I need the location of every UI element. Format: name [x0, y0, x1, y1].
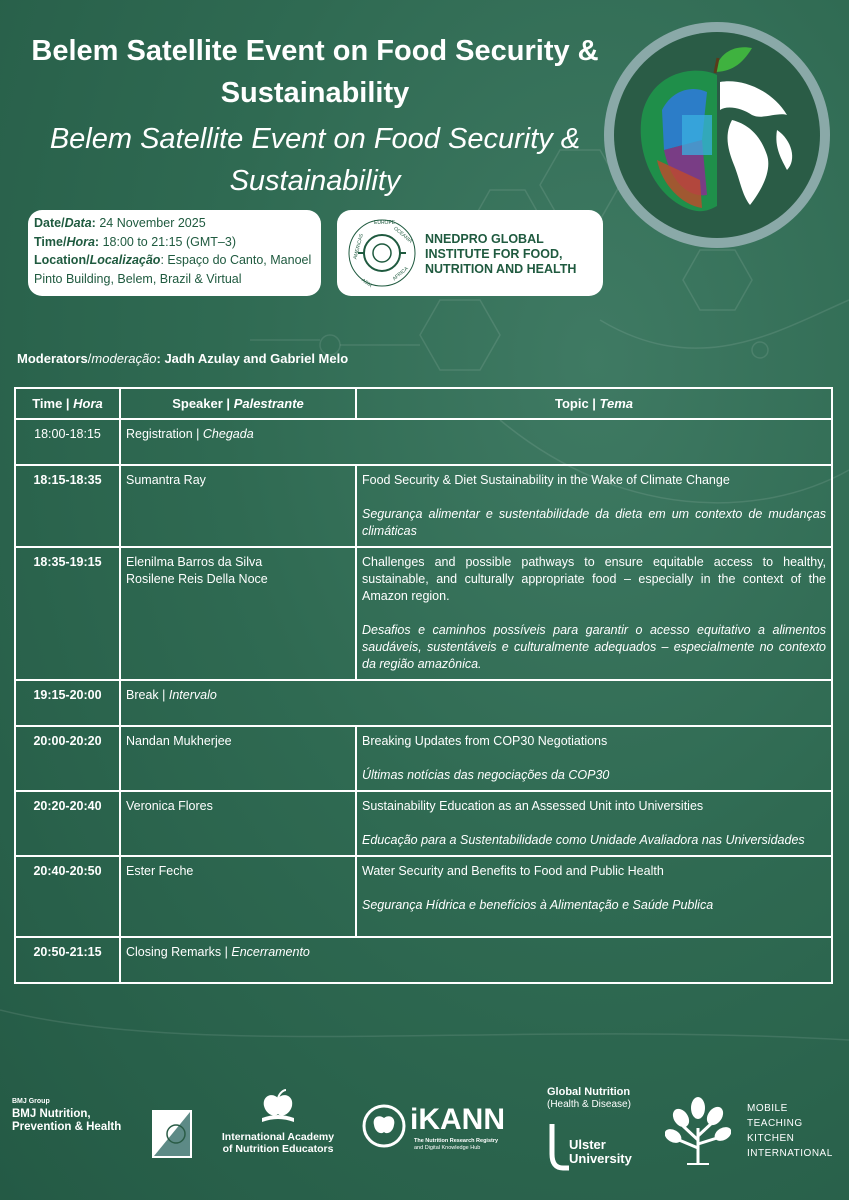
row-activity: Registration | Chegada — [120, 419, 832, 465]
location-value: Espaço do Canto, Manoel Pinto Building, Belem, Brazil & Virtual — [34, 253, 312, 286]
table-header-row — [15, 388, 832, 419]
partner-logos — [0, 1080, 849, 1180]
time-label-pt: Hora — [66, 234, 95, 249]
row-topic — [356, 465, 832, 547]
topic-pt: Segurança Hídrica e benefícios à Alimentação e Saúde Publica — [362, 898, 714, 912]
row-time: 20:00-20:20 — [15, 726, 120, 791]
mtki-line4: INTERNATIONAL — [747, 1148, 833, 1159]
ulster-line1: Ulster — [569, 1137, 606, 1152]
row-speaker: Nandan Mukherjee — [120, 726, 356, 791]
row-speaker: Sumantra Ray — [120, 465, 356, 547]
bmj-logo — [12, 1098, 142, 1134]
table-row — [15, 726, 832, 791]
moderators-label: Moderators — [17, 351, 88, 366]
iane-line2: of Nutrition Educators — [222, 1143, 334, 1155]
topic-en: Challenges and possible pathways to ensure equitable access to healthy, sustainable, and culturally appropriate food – especially in the context of the Amazon region. — [362, 555, 826, 603]
location-label: Location — [34, 253, 87, 267]
seal-word-africa: AFRICA — [391, 265, 410, 283]
row-topic — [356, 791, 832, 856]
header-topic: Topic | Tema — [356, 388, 832, 419]
time-label: Time — [34, 234, 63, 249]
bmj-name-line2: Prevention & Health — [12, 1121, 122, 1133]
row-speaker: Veronica Flores — [120, 791, 356, 856]
apple-globe-logo — [602, 20, 832, 250]
row-time: 20:20-20:40 — [15, 791, 120, 856]
topic-pt: Últimas notícias das negociações da COP30 — [362, 768, 610, 782]
ulster-logo — [547, 1086, 657, 1166]
row-time: 20:50-21:15 — [15, 937, 120, 983]
triangle-emblem-icon — [150, 1108, 194, 1160]
date-label: Date — [34, 216, 62, 230]
table-row — [15, 419, 832, 465]
organizer-logo-box — [337, 210, 603, 296]
iane-logo — [218, 1088, 338, 1155]
table-row — [15, 680, 832, 726]
topic-pt: Desafios e caminhos possíveis para garantir o acesso equitativo a alimentos saudáveis, sustentáveis e culturalmente adequados – especialmente no contexto da região amazônica. — [362, 623, 826, 671]
event-title: Belem Satellite Event on Food Security & Sustainability — [31, 35, 599, 109]
moderators-line: Moderators/moderação: Jadh Azulay and Gabriel Melo — [17, 351, 349, 366]
ikann-name: iKANN — [410, 1103, 505, 1136]
topic-en: Breaking Updates from COP30 Negotiations — [362, 734, 608, 748]
date-label-pt: Data — [64, 216, 92, 230]
seal-word-europe: EUROPE — [374, 220, 396, 226]
row-speaker — [120, 547, 356, 680]
row-time: 20:40-20:50 — [15, 856, 120, 937]
header-speaker: Speaker | Palestrante — [120, 388, 356, 419]
location-label-pt: Localização — [89, 253, 161, 267]
row-time: 18:15-18:35 — [15, 465, 120, 547]
organizer-name: NNEDPRO GLOBAL INSTITUTE FOR FOOD, NUTRITION AND HEALTH — [425, 232, 577, 276]
topic-en: Water Security and Benefits to Food and Public Health — [362, 864, 664, 878]
ikann-apple-icon — [362, 1104, 406, 1148]
nnedpro-seal-icon — [343, 216, 421, 290]
speaker-name: Rosilene Reis Della Noce — [126, 572, 268, 586]
row-topic — [356, 547, 832, 680]
date-line: Date/Data: 24 November 2025 — [34, 216, 206, 230]
header-time: Time | Hora — [15, 388, 120, 419]
row-time: 18:00-18:15 — [15, 419, 120, 465]
moderators-names: Jadh Azulay and Gabriel Melo — [164, 351, 349, 366]
table-row — [15, 465, 832, 547]
tree-icon — [665, 1094, 731, 1166]
seal-word-oceania: OCEANIA — [392, 225, 414, 245]
row-time: 18:35-19:15 — [15, 547, 120, 680]
iane-line1: International Academy — [221, 1131, 335, 1143]
moderators-label-pt: moderação — [91, 351, 157, 366]
row-activity: Closing Remarks | Encerramento — [120, 937, 832, 983]
date-value: 24 November 2025 — [99, 216, 206, 230]
bmj-name-line1: BMJ Nutrition, — [12, 1108, 91, 1120]
mtki-line1: MOBILE — [747, 1103, 788, 1114]
global-nutrition-title: Global Nutrition — [547, 1086, 631, 1098]
ikann-sub-line2: and Digital Knowledge Hub — [414, 1145, 481, 1151]
row-time: 19:15-20:00 — [15, 680, 120, 726]
ulster-line2: University — [569, 1151, 632, 1166]
location-line: Location/Localização: Espaço do Canto, Manoel Pinto Building, Belem, Brazil & Virtual — [34, 253, 312, 286]
row-topic — [356, 856, 832, 937]
mtki-line3: KITCHEN — [747, 1133, 795, 1144]
topic-en: Food Security & Diet Sustainability in the Wake of Climate Change — [362, 473, 730, 487]
seal-word-asia: ASIA — [360, 277, 373, 290]
ulster-u-icon — [549, 1122, 571, 1172]
ikann-sub-line1: The Nutrition Research Registry — [414, 1138, 499, 1144]
mtki-line2: TEACHING — [747, 1118, 803, 1129]
row-topic — [356, 726, 832, 791]
table-row — [15, 791, 832, 856]
table-row — [15, 856, 832, 937]
row-activity: Break | Intervalo — [120, 680, 832, 726]
apple-book-icon — [258, 1088, 298, 1126]
table-row — [15, 937, 832, 983]
event-details-box — [28, 210, 321, 296]
topic-pt: Educação para a Sustentabilidade como Unidade Avaliadora nas Universidades — [362, 833, 805, 847]
schedule-table — [14, 387, 833, 984]
topic-pt: Segurança alimentar e sustentabilidade da dieta em um contexto de mudanças climáticas — [362, 507, 826, 538]
topic-en: Sustainability Education as an Assessed Unit into Universities — [362, 799, 704, 813]
bmj-group-text: BMJ Group — [12, 1098, 50, 1105]
time-line: Time/Hora: 18:00 to 21:15 (GMT–3) — [34, 234, 236, 249]
time-value: 18:00 to 21:15 (GMT–3) — [102, 234, 236, 249]
event-title-portuguese: Belem Satellite Event on Food Security & Sustainability — [49, 123, 581, 197]
seal-word-americas: AMERICAS — [352, 233, 365, 261]
row-speaker: Ester Feche — [120, 856, 356, 937]
global-nutrition-sub: (Health & Disease) — [547, 1099, 631, 1110]
speaker-name: Elenilma Barros da Silva — [126, 555, 263, 569]
table-row — [15, 547, 832, 680]
